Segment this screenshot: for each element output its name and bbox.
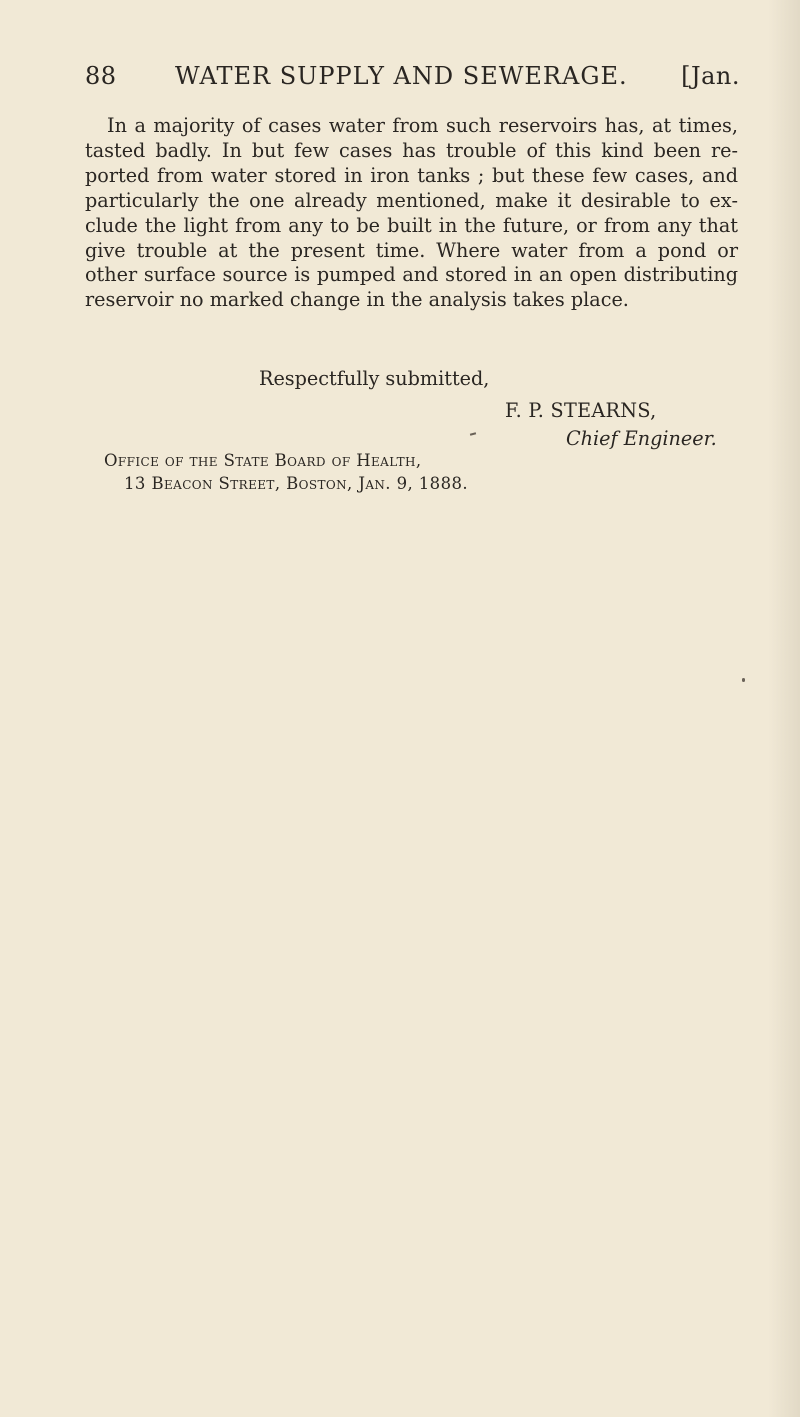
print-speck: [470, 432, 476, 435]
body-paragraph: [85, 114, 738, 313]
running-title: WATER SUPPLY AND SEWERAGE.: [175, 62, 628, 90]
office-address-line-1: Office of the State Board of Health,: [104, 451, 422, 470]
office-address-line-2: 13 Beacon Street, Boston, Jan. 9, 1888.: [124, 474, 469, 493]
signature-name: F. P. STEARNS,: [505, 399, 657, 422]
page-number: 88: [85, 62, 117, 90]
print-speck: [742, 678, 745, 682]
closing-salutation: Respectfully submitted,: [259, 367, 490, 390]
body-paragraph-text: In a majority of cases water from such reservoirs has, at times, tasted badly. In but few cases has trouble of this kind been reported from water stored in iron tanks ; but these few cases, and particularly the one already mentioned, make it desirable to exclude the light from any to be built in the future, or from any that give trouble at the present time. Where water from a pond or other surface source is pumped and stored in an open distributing reservoir no marked change in the analysis takes place.: [85, 114, 738, 312]
header-month: [Jan.: [681, 62, 740, 90]
signature-title: Chief Engineer.: [566, 427, 717, 450]
running-header: [85, 62, 740, 98]
